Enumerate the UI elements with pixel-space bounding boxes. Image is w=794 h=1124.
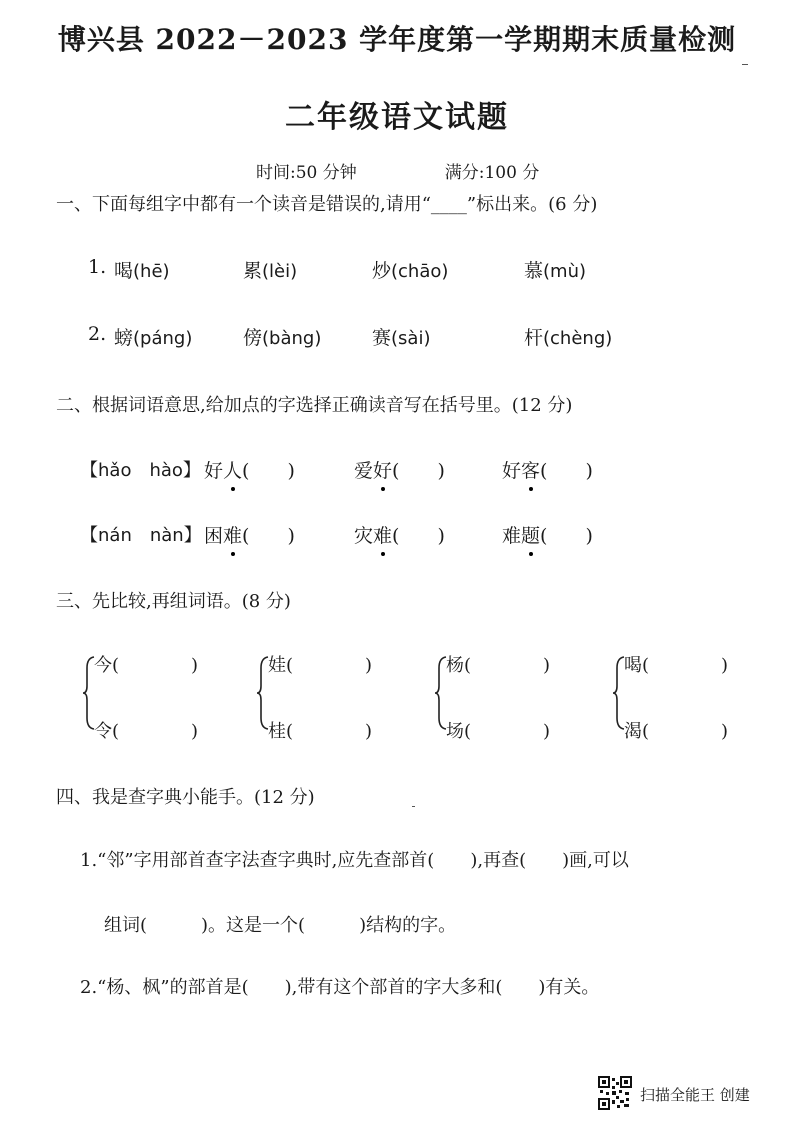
pinyin-item xyxy=(372,256,448,283)
char: 难 xyxy=(502,525,522,547)
question-2: 2.“杨、枫”的部首是( ),带有这个部首的字大多和( )有关。 xyxy=(80,977,600,998)
char: 慕 xyxy=(524,260,544,282)
word-blank xyxy=(354,521,445,548)
pinyin-item xyxy=(372,323,430,350)
section-1-heading: 一、下面每组字中都有一个读音是错误的,请用“____”标出来。(6 分) xyxy=(56,194,598,215)
dotted-char: 题 xyxy=(521,521,540,548)
char: 好 xyxy=(204,460,224,482)
pinyin: (bàng) xyxy=(262,328,322,349)
answer-blank: ( ) xyxy=(242,525,295,547)
pinyin-item xyxy=(114,323,192,350)
full-score: 满分:100 分 xyxy=(444,163,540,183)
section-2-heading: 二、根据词语意思,给加点的字选择正确读音写在括号里。(12 分) xyxy=(56,395,573,416)
compare-word-top: 喝( ) xyxy=(624,655,729,676)
section-4-heading: 四、我是查字典小能手。(12 分) xyxy=(56,787,315,808)
scan-speck xyxy=(742,64,748,65)
pinyin-item xyxy=(114,256,170,283)
compare-word-top: 杨( ) xyxy=(446,655,551,676)
char: 爱 xyxy=(354,460,374,482)
pinyin: (hē) xyxy=(133,261,170,282)
scan-speck xyxy=(412,806,415,807)
compare-word-bottom: 桂( ) xyxy=(268,721,373,742)
char: 喝 xyxy=(114,260,134,282)
scanner-watermark: 扫描全能王 创建 xyxy=(640,1086,750,1104)
section-3-heading: 三、先比较,再组词语。(8 分) xyxy=(56,591,291,612)
dotted-char: 人 xyxy=(223,456,242,483)
word-blank xyxy=(502,456,593,483)
row-number: 2. xyxy=(88,323,107,345)
pinyin-item xyxy=(524,256,586,283)
answer-blank: ( ) xyxy=(392,460,445,482)
pinyin: (páng) xyxy=(133,328,193,349)
dotted-char: 难 xyxy=(373,521,392,548)
compare-word-bottom: 令( ) xyxy=(94,721,199,742)
dotted-char: 客 xyxy=(521,456,540,483)
time-limit: 时间:50 分钟 xyxy=(256,163,357,183)
char: 傍 xyxy=(243,327,263,349)
char: 炒 xyxy=(372,260,392,282)
pinyin: (sài) xyxy=(391,328,431,349)
pinyin: (chāo) xyxy=(391,261,449,282)
answer-blank: ( ) xyxy=(242,460,295,482)
char: 累 xyxy=(243,260,263,282)
compare-word-top: 今( ) xyxy=(94,655,199,676)
word-blank xyxy=(502,521,593,548)
dotted-char: 好 xyxy=(373,456,392,483)
compare-word-bottom: 场( ) xyxy=(446,721,551,742)
question-1-line-1: 1.“邻”字用部首查字法查字典时,应先查部首( ),再查( )画,可以 xyxy=(80,850,629,871)
qr-code-icon xyxy=(598,1076,632,1110)
word-blank xyxy=(204,456,295,483)
pinyin-item xyxy=(243,256,297,283)
pinyin-options: 【nán nàn】 xyxy=(80,525,202,546)
char: 赛 xyxy=(372,327,392,349)
compare-word-top: 娃( ) xyxy=(268,655,373,676)
pinyin-options: 【hǎo hào】 xyxy=(80,460,201,481)
answer-blank: ( ) xyxy=(392,525,445,547)
char: 好 xyxy=(502,460,522,482)
char: 困 xyxy=(204,525,224,547)
question-1-line-2: 组词( )。这是一个( )结构的字。 xyxy=(104,915,457,936)
compare-word-bottom: 渴( ) xyxy=(624,721,729,742)
row-number: 1. xyxy=(88,256,107,278)
pinyin: (chèng) xyxy=(543,328,613,349)
pinyin-item xyxy=(243,323,321,350)
word-blank xyxy=(354,456,445,483)
dotted-char: 难 xyxy=(223,521,242,548)
pinyin: (mù) xyxy=(543,261,587,282)
answer-blank: ( ) xyxy=(540,525,593,547)
char: 杆 xyxy=(524,327,544,349)
char: 螃 xyxy=(114,327,134,349)
exam-subtitle: 二年级语文试题 xyxy=(285,100,509,135)
exam-title: 博兴县 2022－2023 学年度第一学期期末质量检测 xyxy=(57,23,737,56)
pinyin: (lèi) xyxy=(262,261,298,282)
pinyin-item xyxy=(524,323,612,350)
word-blank xyxy=(204,521,295,548)
exam-meta xyxy=(256,158,539,183)
char: 灾 xyxy=(354,525,374,547)
answer-blank: ( ) xyxy=(540,460,593,482)
